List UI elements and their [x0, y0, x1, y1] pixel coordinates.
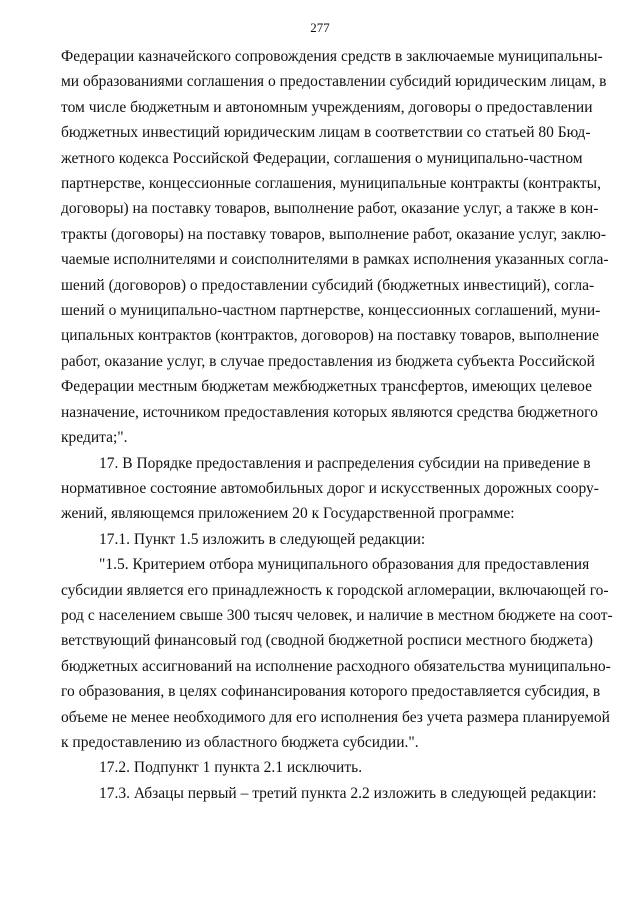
text-line: "1.5. Критерием отбора муниципального образования для предоставления [99, 556, 590, 574]
paragraph-continuation [61, 44, 609, 451]
text-line: жений, являющемся приложением 20 к Государственной программе: [61, 505, 515, 523]
text-line: тракты (договоры) на поставку товаров, выполнение работ, оказание услуг, заклю- [61, 225, 607, 243]
text-line: том числе бюджетным и автономным учреждениям, договоры о предоставлении [61, 98, 593, 116]
text-line: чаемые исполнителями и соисполнителями в рамках исполнения указанных согла- [61, 251, 609, 269]
text-line: 17.1. Пункт 1.5 изложить в следующей редакции: [99, 530, 426, 548]
text-line: шений о муниципально-частном партнерстве, концессионных соглашений, муни- [61, 302, 601, 320]
text-line: шений (договоров) о предоставлении субсидий (бюджетных инвестиций), согла- [61, 276, 595, 294]
text-line: 17.3. Абзацы первый – третий пункта 2.2 изложить в следующей редакции: [99, 784, 597, 802]
document-body [61, 44, 613, 806]
text-line: субсидии является его принадлежность к городской агломерации, включающей го- [61, 581, 609, 599]
text-line: Федерации местным бюджетам межбюджетных трансфертов, имеющих целевое [61, 378, 592, 396]
text-line: работ, оказание услуг, в случае предоставления из бюджета субъекта Российской [61, 352, 595, 370]
text-line: го образования, в целях софинансирования которого предоставляется субсидия, в [61, 683, 601, 701]
text-line: ветствующий финансовый год (сводной бюджетной росписи местного бюджета) [61, 632, 593, 650]
paragraph-item-17-1 [61, 527, 573, 552]
text-line: договоры) на поставку товаров, выполнение работ, оказание услуг, а также в кон- [61, 200, 599, 218]
text-line: партнерстве, концессионные соглашения, муниципальные контракты (контракты, [61, 175, 601, 193]
paragraph-quote-1-5 [61, 552, 613, 755]
text-line: ципальных контрактов (контрактов, договоров) на поставку товаров, выполнение [61, 327, 599, 345]
text-line: к предоставлению из областного бюджета субсидии.". [61, 733, 419, 751]
text-line: 17. В Порядке предоставления и распределения субсидии на приведение в [99, 454, 591, 472]
text-line: объеме не менее необходимого для его исполнения без учета размера планируемой [61, 708, 610, 726]
text-line: бюджетных инвестиций юридическим лицам в соответствии со статьей 80 Бюд- [61, 124, 591, 142]
text-line: род с населением свыше 300 тысяч человек, и наличие в местном бюджете на соот- [61, 606, 613, 624]
text-line: ми образованиями соглашения о предоставлении субсидий юридическим лицам, в [61, 73, 607, 91]
text-line: бюджетных ассигнований на исполнение расходного обязательства муниципально- [61, 657, 611, 675]
text-line: жетного кодекса Российской Федерации, соглашения о муниципально-частном [61, 149, 583, 167]
paragraph-item-17-2 [61, 755, 573, 780]
paragraph-item-17 [61, 451, 599, 527]
page-number: 277 [310, 20, 330, 35]
paragraph-item-17-3 [61, 781, 597, 806]
text-line: 17.2. Подпункт 1 пункта 2.1 исключить. [99, 759, 363, 777]
text-line: кредита;". [61, 429, 128, 447]
text-line: назначение, источником предоставления которых являются средства бюджетного [61, 403, 598, 421]
text-line: нормативное состояние автомобильных дорог и искусственных дорожных соору- [61, 479, 599, 497]
text-line: Федерации казначейского сопровождения средств в заключаемые муниципальны- [61, 48, 603, 65]
